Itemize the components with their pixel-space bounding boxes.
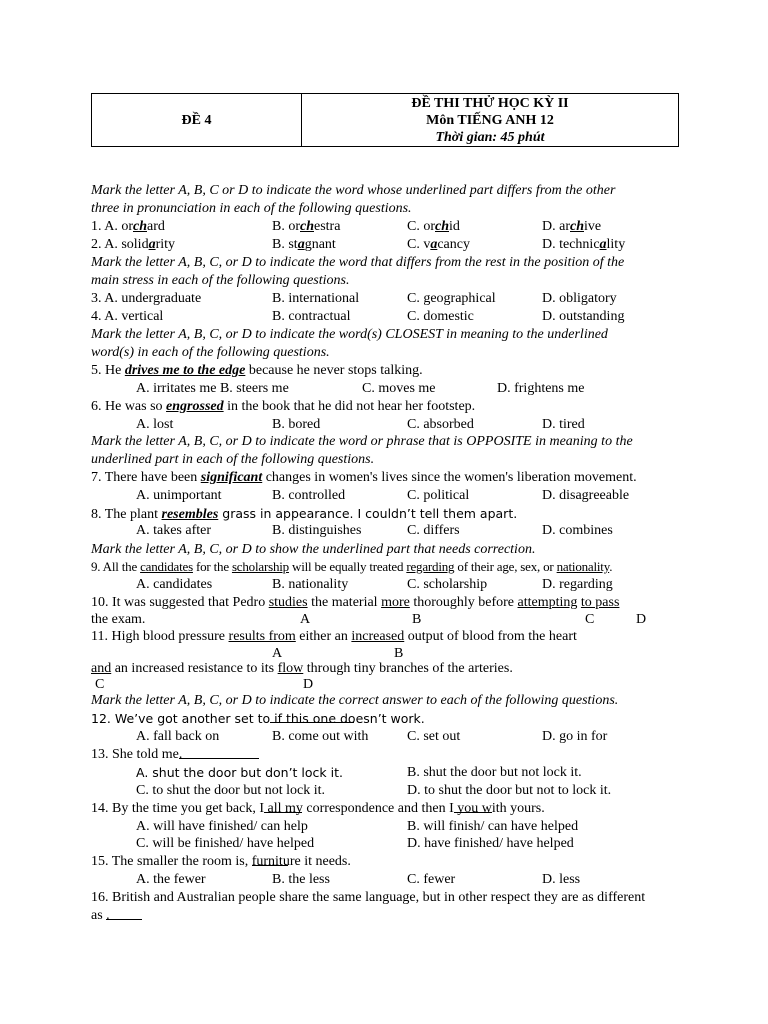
q3-option-c: C. geographical	[407, 291, 496, 306]
exam-title-cell	[302, 94, 679, 147]
q4-option-a: 4. A. vertical	[91, 309, 164, 324]
q16-blank	[106, 907, 142, 920]
question-11-stem: 11. High blood pressure results from either an increased output of blood from the heart	[91, 629, 577, 644]
exam-subject: Môn TIẾNG ANH 12	[426, 112, 554, 128]
q7-option-b: B. controlled	[272, 488, 346, 503]
q10-label-a: A	[300, 612, 311, 627]
q15-option-a: A. the fewer	[136, 872, 206, 887]
question-13-stem: 13. She told me .	[91, 746, 182, 764]
q13-blank	[179, 746, 259, 759]
q9-option-b: B. nationality	[272, 577, 349, 592]
q10-label-b: B	[412, 612, 422, 627]
q15-option-d: D. less	[542, 872, 581, 887]
q1-option-a: 1. A. orchard	[91, 219, 165, 234]
q4-option-c: C. domestic	[407, 309, 474, 324]
q14-blank-1	[264, 800, 302, 813]
q8-option-b: B. distinguishes	[272, 523, 362, 538]
q11-label-c: C	[95, 677, 105, 692]
q8-option-d: D. combines	[542, 523, 613, 538]
question-16-line-2: as .	[91, 907, 110, 925]
q13-option-c: C. to shut the door but not lock it.	[136, 783, 325, 798]
question-8-stem: 8. The plant resembles grass in appearance. I couldn’t tell them apart.	[91, 506, 518, 522]
q15-option-b: B. the less	[272, 872, 330, 887]
q8-option-c: C. differs	[407, 523, 460, 538]
q7-option-a: A. unimportant	[136, 488, 222, 503]
q14-option-b: B. will finish/ can have helped	[407, 819, 579, 834]
q6-option-a: A. lost	[136, 417, 174, 432]
q14-option-d: D. have finished/ have helped	[407, 836, 574, 851]
q5-option-d: D. frightens me	[497, 381, 585, 396]
q14-option-a: A. will have finished/ can help	[136, 819, 308, 834]
q11-label-b: B	[394, 646, 404, 661]
q2-option-d: D. technicality	[542, 237, 626, 252]
q9-option-a: A. candidates	[136, 577, 213, 592]
q14-blank-2	[454, 800, 492, 813]
instruction-pronunciation-2: three in pronunciation in each of the following questions.	[91, 201, 412, 216]
q2-option-c: C. vacancy	[407, 237, 470, 252]
q1-option-c: C. orchid	[407, 219, 460, 234]
question-11-line-2: and an increased resistance to its flow through tiny branches of the arteries.	[91, 661, 513, 676]
instruction-correction: Mark the letter A, B, C, or D to show the underlined part that needs correction.	[91, 542, 536, 557]
q3-option-d: D. obligatory	[542, 291, 617, 306]
question-10-stem: 10. It was suggested that Pedro studies the material more thoroughly before attempting to pass	[91, 595, 620, 610]
q7-option-c: C. political	[407, 488, 470, 503]
exam-time: Thời gian: 45 phút	[435, 129, 545, 145]
question-9-stem: 9. All the candidates for the scholarship will be equally treated regarding of their age, sex, or nationality.	[91, 559, 613, 574]
instruction-stress-1: Mark the letter A, B, C, or D to indicate the word that differs from the rest in the position of the	[91, 255, 625, 270]
q10-label-c: C	[585, 612, 595, 627]
q13-option-d: D. to shut the door but not to lock it.	[407, 783, 612, 798]
q12-blank	[270, 710, 354, 723]
exam-header	[91, 93, 679, 147]
q8-option-a: A. takes after	[136, 523, 212, 538]
q13-option-a: A. shut the door but don’t lock it.	[136, 765, 343, 780]
instruction-opposite-1: Mark the letter A, B, C, or D to indicate the word or phrase that is OPPOSITE in meaning to the	[91, 434, 633, 449]
q12-option-a: A. fall back on	[136, 729, 220, 744]
question-5-stem: 5. He drives me to the edge because he never stops talking.	[91, 363, 423, 378]
q5-option-ab: A. irritates me B. steers me	[136, 381, 289, 396]
q6-option-c: C. absorbed	[407, 417, 474, 432]
question-14-stem: 14. By the time you get back, I all my correspondence and then I you with yours.	[91, 801, 545, 816]
q9-option-c: C. scholarship	[407, 577, 488, 592]
q10-label-d: D	[636, 612, 647, 627]
question-16-stem: 16. British and Australian people share the same language, but in other respect they are as different	[91, 890, 646, 905]
q7-option-d: D. disagreeable	[542, 488, 630, 503]
q14-option-c: C. will be finished/ have helped	[136, 836, 315, 851]
q2-option-a: 2. A. solidarity	[91, 237, 176, 252]
instruction-answer: Mark the letter A, B, C, or D to indicate the correct answer to each of the following questions.	[91, 693, 619, 708]
instruction-closest-1: Mark the letter A, B, C, or D to indicate the word(s) CLOSEST in meaning to the underlined	[91, 327, 608, 342]
q15-option-c: C. fewer	[407, 872, 456, 887]
question-12-stem: 12. We’ve got another set to if this one doesn’t work.	[91, 711, 425, 726]
q4-option-d: D. outstanding	[542, 309, 625, 324]
q6-option-d: D. tired	[542, 417, 585, 432]
q2-option-b: B. stagnant	[272, 237, 336, 252]
q12-option-b: B. come out with	[272, 729, 369, 744]
instruction-pronunciation-1: Mark the letter A, B, C or D to indicate the word whose underlined part differs from the other	[91, 183, 616, 198]
q1-option-b: B. orchestra	[272, 219, 341, 234]
q9-option-d: D. regarding	[542, 577, 613, 592]
q5-option-c: C. moves me	[362, 381, 436, 396]
q3-option-b: B. international	[272, 291, 360, 306]
instruction-opposite-2: underlined part in each of the following questions.	[91, 452, 375, 467]
question-6-stem: 6. He was so engrossed in the book that he did not hear her footstep.	[91, 399, 476, 414]
instruction-stress-2: main stress in each of the following questions.	[91, 273, 350, 288]
exam-code: ĐỀ 4	[92, 94, 302, 147]
q4-option-b: B. contractual	[272, 309, 351, 324]
exam-title: ĐỀ THI THỬ HỌC KỲ II	[411, 95, 569, 111]
q3-option-a: 3. A. undergraduate	[91, 291, 202, 306]
q1-option-d: D. archive	[542, 219, 602, 234]
q15-blank	[252, 853, 288, 866]
q11-label-d: D	[303, 677, 314, 692]
q6-option-b: B. bored	[272, 417, 321, 432]
q12-option-d: D. go in for	[542, 729, 608, 744]
q12-option-c: C. set out	[407, 729, 461, 744]
q13-option-b: B. shut the door but not lock it.	[407, 765, 582, 780]
q10-continuation: the exam.	[91, 612, 146, 627]
q11-label-a: A	[272, 646, 283, 661]
question-7-stem: 7. There have been significant changes in women's lives since the women's liberation movement.	[91, 470, 637, 485]
question-15-stem: 15. The smaller the room is, furniture it needs.	[91, 854, 351, 869]
instruction-closest-2: word(s) in each of the following questions.	[91, 345, 330, 360]
